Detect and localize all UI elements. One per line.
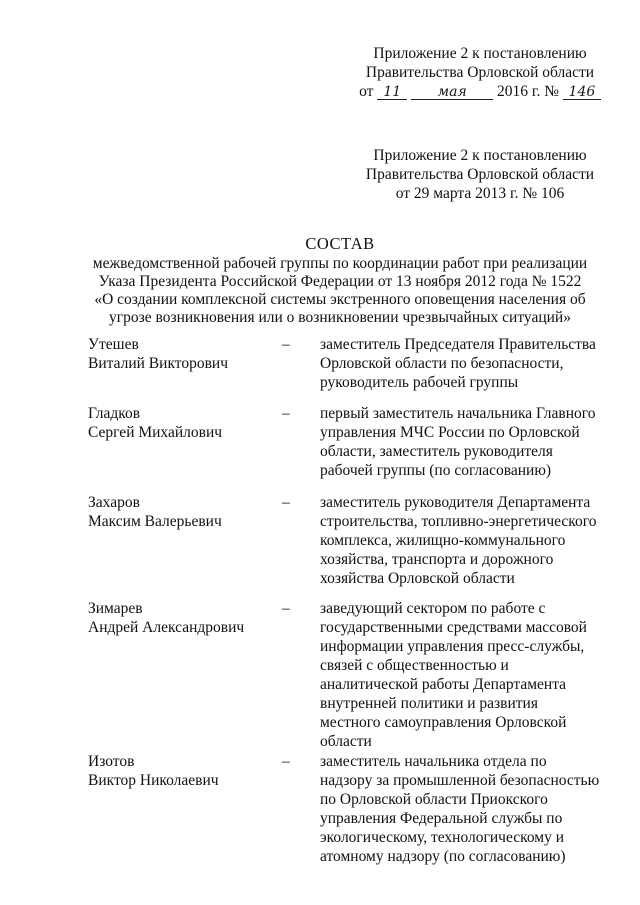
member-surname: Захаров xyxy=(88,494,140,511)
member-separator: – xyxy=(282,494,290,511)
role-line: внутренней политики и развития xyxy=(320,695,538,712)
role-line: Орловской области по безопасности, xyxy=(320,355,564,372)
appendix-line: Приложение 2 к постановлению xyxy=(373,147,587,164)
handwritten-number: 146 xyxy=(563,85,601,100)
appendix-header-original xyxy=(355,146,605,203)
handwritten-day: 11 xyxy=(377,85,407,100)
title-line: межведомственной рабочей группы по координации работ при реализации xyxy=(92,255,588,272)
role-line: рабочей группы (по согласованию) xyxy=(320,462,552,479)
member-role xyxy=(320,752,610,866)
appendix-line: от 29 марта 2013 г. № 106 xyxy=(395,185,565,202)
appendix-line: Приложение 2 к постановлению xyxy=(373,45,587,62)
member-name xyxy=(88,599,268,637)
role-line: руководитель рабочей группы xyxy=(320,374,519,391)
document-title: СОСТАВ xyxy=(305,234,375,253)
role-line: заведующий сектором по работе с xyxy=(320,600,546,617)
document-title-block xyxy=(60,233,620,327)
member-name xyxy=(88,404,268,442)
member-surname: Изотов xyxy=(88,753,135,770)
title-line: угрозе возникновения или о возникновении чрезвычайных ситуаций» xyxy=(109,309,571,326)
member-separator: – xyxy=(282,600,290,617)
title-line: «О создании комплексной системы экстренного оповещения населения об xyxy=(94,291,586,308)
role-line: экологическому, технологическому и xyxy=(320,829,565,846)
date-prefix: от xyxy=(359,83,374,100)
member-surname: Гладков xyxy=(88,405,141,422)
role-line: информации управления пресс-службы, xyxy=(320,638,585,655)
member-role xyxy=(320,404,610,480)
member-given-names: Виктор Николаевич xyxy=(88,772,219,789)
role-line: строительства, топливно-энергетического xyxy=(320,513,597,530)
role-line: управления МЧС России по Орловской xyxy=(320,424,580,441)
role-line: местного самоуправления Орловской xyxy=(320,714,567,731)
role-line: области, заместитель руководителя xyxy=(320,443,553,460)
member-surname: Утешев xyxy=(88,336,139,353)
member-given-names: Андрей Александрович xyxy=(88,619,245,636)
appendix-line: Правительства Орловской области xyxy=(365,166,595,183)
role-line: надзору за промышленной безопасностью xyxy=(320,772,600,789)
member-surname: Зимарев xyxy=(88,600,143,617)
appendix-date-line xyxy=(355,82,605,101)
role-line: по Орловской области Приокского xyxy=(320,791,548,808)
member-role xyxy=(320,599,610,751)
appendix-header-current xyxy=(355,44,605,101)
role-line: хозяйства Орловской области xyxy=(320,570,515,587)
handwritten-month: мая xyxy=(411,85,493,100)
member-separator: – xyxy=(282,405,290,422)
member-separator: – xyxy=(282,753,290,770)
role-line: хозяйства, транспорта и дорожного xyxy=(320,551,554,568)
member-separator: – xyxy=(282,336,290,353)
member-given-names: Сергей Михайлович xyxy=(88,424,223,441)
role-line: заместитель начальника отдела по xyxy=(320,753,547,770)
member-given-names: Максим Валерьевич xyxy=(88,513,222,530)
title-line: Указа Президента Российской Федерации от 13 ноября 2012 года № 1522 xyxy=(98,273,582,290)
role-line: аналитической работы Департамента xyxy=(320,676,567,693)
role-line: управления Федеральной службы по xyxy=(320,810,563,827)
role-line: комплекса, жилищно-коммунального xyxy=(320,532,566,549)
role-line: атомному надзору (по согласованию) xyxy=(320,848,566,865)
member-role xyxy=(320,493,610,588)
role-line: связей с общественностью и xyxy=(320,657,509,674)
member-name xyxy=(88,493,268,531)
role-line: государственными средствами массовой xyxy=(320,619,587,636)
member-given-names: Виталий Викторович xyxy=(88,355,228,372)
date-year: 2016 г. № xyxy=(497,83,560,100)
member-name xyxy=(88,752,268,790)
role-line: заместитель руководителя Департамента xyxy=(320,494,591,511)
member-name xyxy=(88,335,268,373)
appendix-line: Правительства Орловской области xyxy=(365,64,595,81)
member-role xyxy=(320,335,610,392)
role-line: заместитель Председателя Правительства xyxy=(320,336,596,353)
role-line: области xyxy=(320,733,372,750)
role-line: первый заместитель начальника Главного xyxy=(320,405,596,422)
